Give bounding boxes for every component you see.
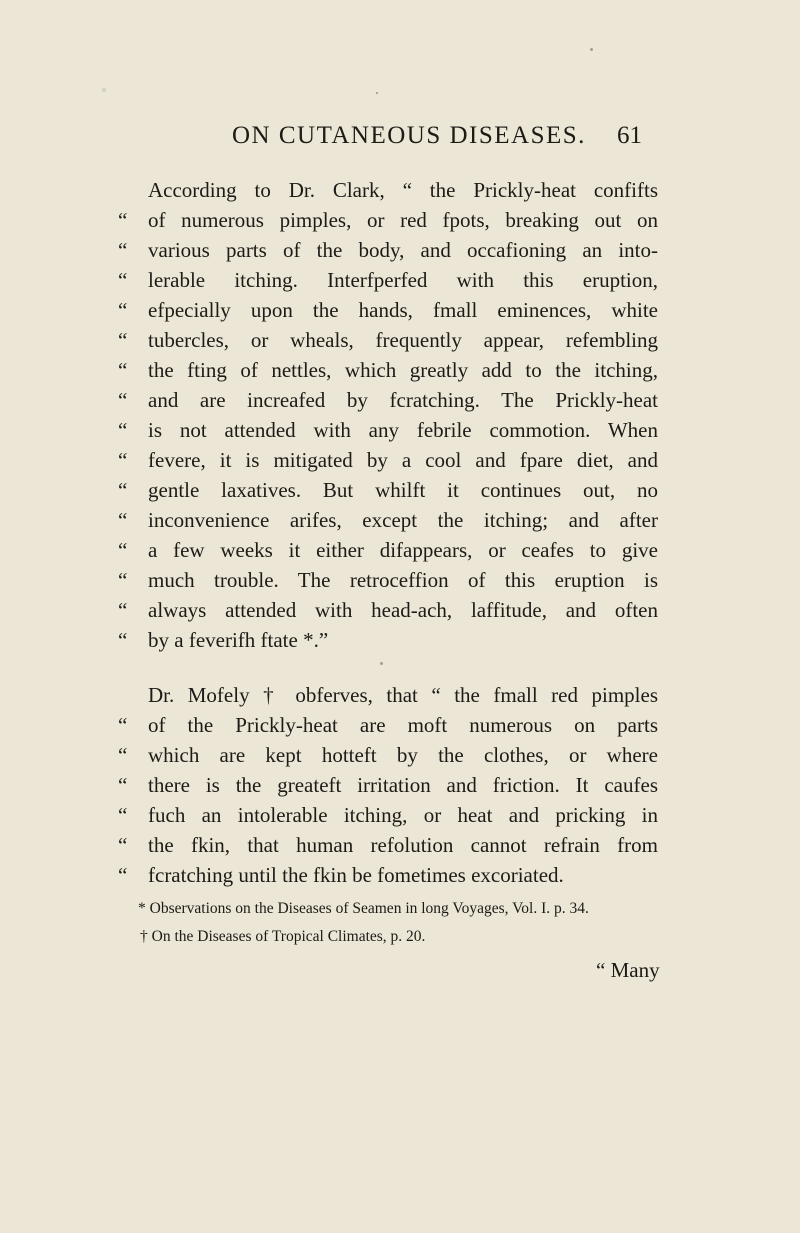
text-line (118, 265, 658, 295)
quote-mark: “ (118, 803, 128, 827)
quote-mark: “ (118, 208, 128, 232)
quote-mark: “ (118, 268, 128, 292)
text-line (118, 860, 658, 890)
line-text: tubercles, or wheals, frequently appear, refembling (148, 328, 658, 352)
line-text: by a feverifh ftate *.” (148, 628, 329, 652)
quote-mark: “ (118, 508, 128, 532)
running-head: ON CUTANEOUS DISEASES. (232, 122, 586, 149)
text-line (118, 235, 658, 265)
text-line (118, 475, 658, 505)
text-line (118, 535, 658, 565)
text-line (118, 800, 658, 830)
quote-mark: “ (118, 598, 128, 622)
quote-mark: “ (118, 418, 128, 442)
paragraph-mosely-quote (118, 680, 658, 890)
line-text: and are increafed by fcratching. The Prickly-heat (148, 388, 658, 412)
text-line (118, 565, 658, 595)
text-line (118, 625, 658, 655)
footnote-observations: * Observations on the Diseases of Seamen in long Voyages, Vol. I. p. 34. (138, 900, 589, 917)
paper-speck (380, 662, 383, 665)
line-text: fuch an intolerable itching, or heat and pricking in (148, 803, 658, 827)
text-line (118, 770, 658, 800)
quote-mark: “ (118, 298, 128, 322)
quote-mark: “ (118, 863, 128, 887)
line-text: which are kept hotteft by the clothes, or where (148, 743, 658, 767)
page-header (0, 122, 800, 162)
text-line (118, 385, 658, 415)
line-text: there is the greateft irritation and friction. It caufes (148, 773, 658, 797)
line-text: much trouble. The retroceffion of this eruption is (148, 568, 658, 592)
text-line (118, 175, 658, 205)
line-text: lerable itching. Interfperfed with this eruption, (148, 268, 658, 292)
line-text: a few weeks it either difappears, or ceafes to give (148, 538, 658, 562)
quote-mark: “ (118, 568, 128, 592)
text-line (118, 205, 658, 235)
text-line (118, 710, 658, 740)
quote-mark: “ (118, 448, 128, 472)
line-text: fevere, it is mitigated by a cool and fpare diet, and (148, 448, 658, 472)
line-text: According to Dr. Clark, “ the Prickly-heat confifts (148, 178, 658, 202)
line-text: efpecially upon the hands, fmall eminences, white (148, 298, 658, 322)
text-line (118, 415, 658, 445)
text-line (118, 505, 658, 535)
text-line (118, 740, 658, 770)
line-text: always attended with head-ach, laffitude, and often (148, 598, 658, 622)
footnote-tropical-climates: † On the Diseases of Tropical Climates, p. 20. (140, 928, 426, 945)
text-line (118, 595, 658, 625)
quote-mark: “ (118, 238, 128, 262)
text-line (118, 355, 658, 385)
line-text: is not attended with any febrile commotion. When (148, 418, 658, 442)
text-line (118, 295, 658, 325)
quote-mark: “ (118, 328, 128, 352)
text-line (118, 325, 658, 355)
line-text: the fting of nettles, which greatly add to the itching, (148, 358, 658, 382)
quote-mark: “ (118, 833, 128, 857)
quote-mark: “ (118, 358, 128, 382)
line-text: fcratching until the fkin be fometimes excoriated. (148, 863, 564, 887)
catchword: “ Many (596, 958, 660, 982)
paper-speck (590, 48, 593, 51)
text-line (118, 445, 658, 475)
quote-mark: “ (118, 773, 128, 797)
paper-speck (376, 92, 378, 94)
line-text: of the Prickly-heat are moft numerous on parts (148, 713, 658, 737)
quote-mark: “ (118, 743, 128, 767)
text-line (118, 680, 658, 710)
line-text: of numerous pimples, or red fpots, breaking out on (148, 208, 658, 232)
line-text: inconvenience arifes, except the itching; and after (148, 508, 658, 532)
text-line (118, 830, 658, 860)
paragraph-clark-quote (118, 175, 658, 655)
line-text: various parts of the body, and occafioning an into- (148, 238, 658, 262)
line-text: Dr. Mofely † obferves, that “ the fmall red pimples (148, 683, 658, 707)
quote-mark: “ (118, 478, 128, 502)
quote-mark: “ (118, 388, 128, 412)
page-number: 61 (617, 122, 642, 149)
paper-speck (102, 88, 106, 92)
quote-mark: “ (118, 628, 128, 652)
line-text: gentle laxatives. But whilft it continues out, no (148, 478, 658, 502)
line-text: the fkin, that human refolution cannot refrain from (148, 833, 658, 857)
quote-mark: “ (118, 538, 128, 562)
quote-mark: “ (118, 713, 128, 737)
